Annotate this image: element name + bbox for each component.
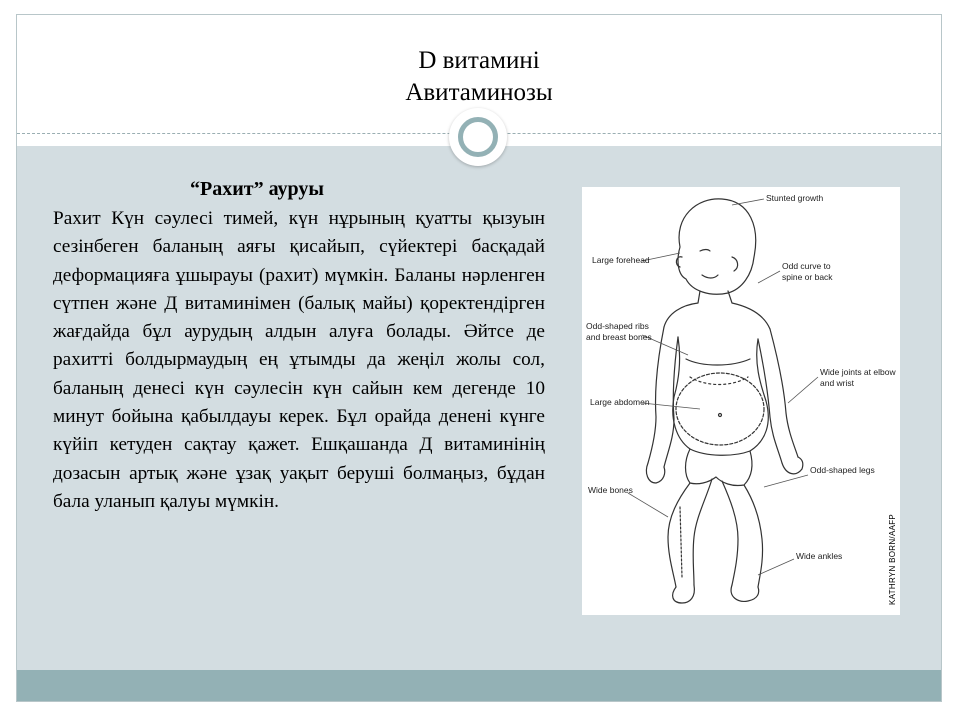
body-text: Рахит Күн сәулесі тимей, күн нұрының қуатты қызуын сезінбеген баланың аяғы қисайып, сүйектері басқадай деформацияға ұшырауы (рахит) мүмкін. Баланы нәрленген сүтпен және Д витаминімен (балық майы) қоректендірген жағдайда бұл аурудың алдын алуға болады. Әйтсе де рахитті болдырмаудың ең ұтымды да жеңіл жолы сол, баланың денесі күн сәулесін күн сайын кем дегенде 10 минут бойына қабылдауы керек. Бұл орайда денені күнге күйіп кетуден сақтау қажет. Ешқашанда Д витаминінің дозасын артық және ұзақ уақыт беруші болмаңыз, бұдан бала уланып қалуы мүмкін. <box>53 208 545 512</box>
label-ribs-1: Odd-shaped ribs <box>586 321 649 331</box>
image-credit: KATHRYN BORN/AAFP <box>888 513 897 605</box>
label-stunted-growth: Stunted growth <box>766 193 824 203</box>
rickets-illustration <box>582 187 900 615</box>
label-odd-legs: Odd-shaped legs <box>810 465 875 475</box>
label-wide-joints-1: Wide joints at elbow <box>820 367 896 377</box>
label-wide-joints-2: and wrist <box>820 378 855 388</box>
label-ribs-2: and breast bones <box>586 332 652 342</box>
label-wide-ankles: Wide ankles <box>796 551 843 561</box>
child-figure-drawing <box>582 187 900 615</box>
section-heading: “Рахит” ауруы <box>190 178 325 200</box>
label-odd-curve-2: spine or back <box>782 272 833 282</box>
ring-inner <box>458 117 498 157</box>
footer-band <box>17 670 941 701</box>
title-line-2: Авитаминозы <box>405 79 553 106</box>
label-large-forehead: Large forehead <box>592 255 650 265</box>
title-line-1: D витамині <box>418 47 540 74</box>
label-odd-curve-1: Odd curve to <box>782 261 831 271</box>
label-wide-bones: Wide bones <box>588 485 633 495</box>
label-large-abdomen: Large abdomen <box>590 397 650 407</box>
decorative-ring-icon <box>449 108 507 166</box>
